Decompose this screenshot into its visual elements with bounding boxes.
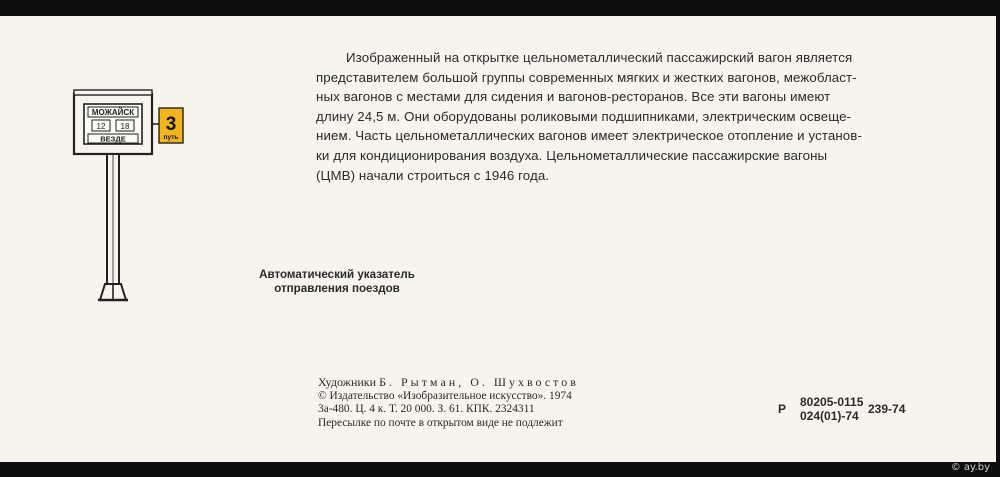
sign-minute: 18 xyxy=(120,122,130,131)
publication-credits xyxy=(318,376,698,430)
index-code-2: 024(01)-74 xyxy=(800,409,859,423)
description-line: ки для кондиционирования воздуха. Цельнометаллические пассажирские вагоны xyxy=(316,147,828,163)
index-code-3: 239-74 xyxy=(868,402,906,416)
print-info-line: 3а-480. Ц. 4 к. Т. 20 000. З. 61. КПК. 2324311 xyxy=(318,403,535,416)
sign-stops: ВЕЗДЕ xyxy=(100,134,126,144)
watermark: © ay.by xyxy=(950,462,990,473)
description-line: Изображенный на открытке цельнометаллический пассажирский вагон является xyxy=(346,50,853,65)
index-letter: Р xyxy=(778,402,787,416)
description-line: представителем большой группы современных мягких и жестких вагонов, межобласт- xyxy=(316,69,857,85)
artists-prefix: Художники xyxy=(318,375,380,389)
track-number: 3 xyxy=(165,114,177,135)
caption-line-1: Автоматический указатель xyxy=(259,268,415,281)
description-line: (ЦМВ) начали строиться с 1946 года. xyxy=(316,167,550,183)
description-line: длину 24,5 м. Они оборудованы роликовыми подшипниками, электрическим освеще- xyxy=(316,108,852,124)
index-code-1: 80205-0115 xyxy=(800,395,864,409)
departure-indicator-illustration xyxy=(60,78,190,310)
sign-hour: 12 xyxy=(96,122,106,131)
description-line: нием. Часть цельнометаллических вагонов имеет электрическое отопление и установ- xyxy=(316,128,862,144)
description-line: ных вагонов с местами для сидения и вагонов-ресторанов. Все эти вагоны имеют xyxy=(316,89,831,105)
artists-names: Б. Рытман, О. Шухвостов xyxy=(379,375,579,389)
mail-note-line: Пересылке по почте в открытом виде не подлежит xyxy=(318,416,563,429)
publisher-line: © Издательство «Изобразительное искусство». 1974 xyxy=(318,389,572,402)
artists-credit xyxy=(318,376,698,390)
postcard-description xyxy=(316,48,916,185)
caption-line-2: отправления поездов xyxy=(274,282,400,295)
sign-destination: МОЖАЙСК xyxy=(91,108,135,117)
scan-border-top xyxy=(0,0,1000,16)
track-label: путь xyxy=(163,134,179,141)
illustration-caption xyxy=(232,268,442,296)
